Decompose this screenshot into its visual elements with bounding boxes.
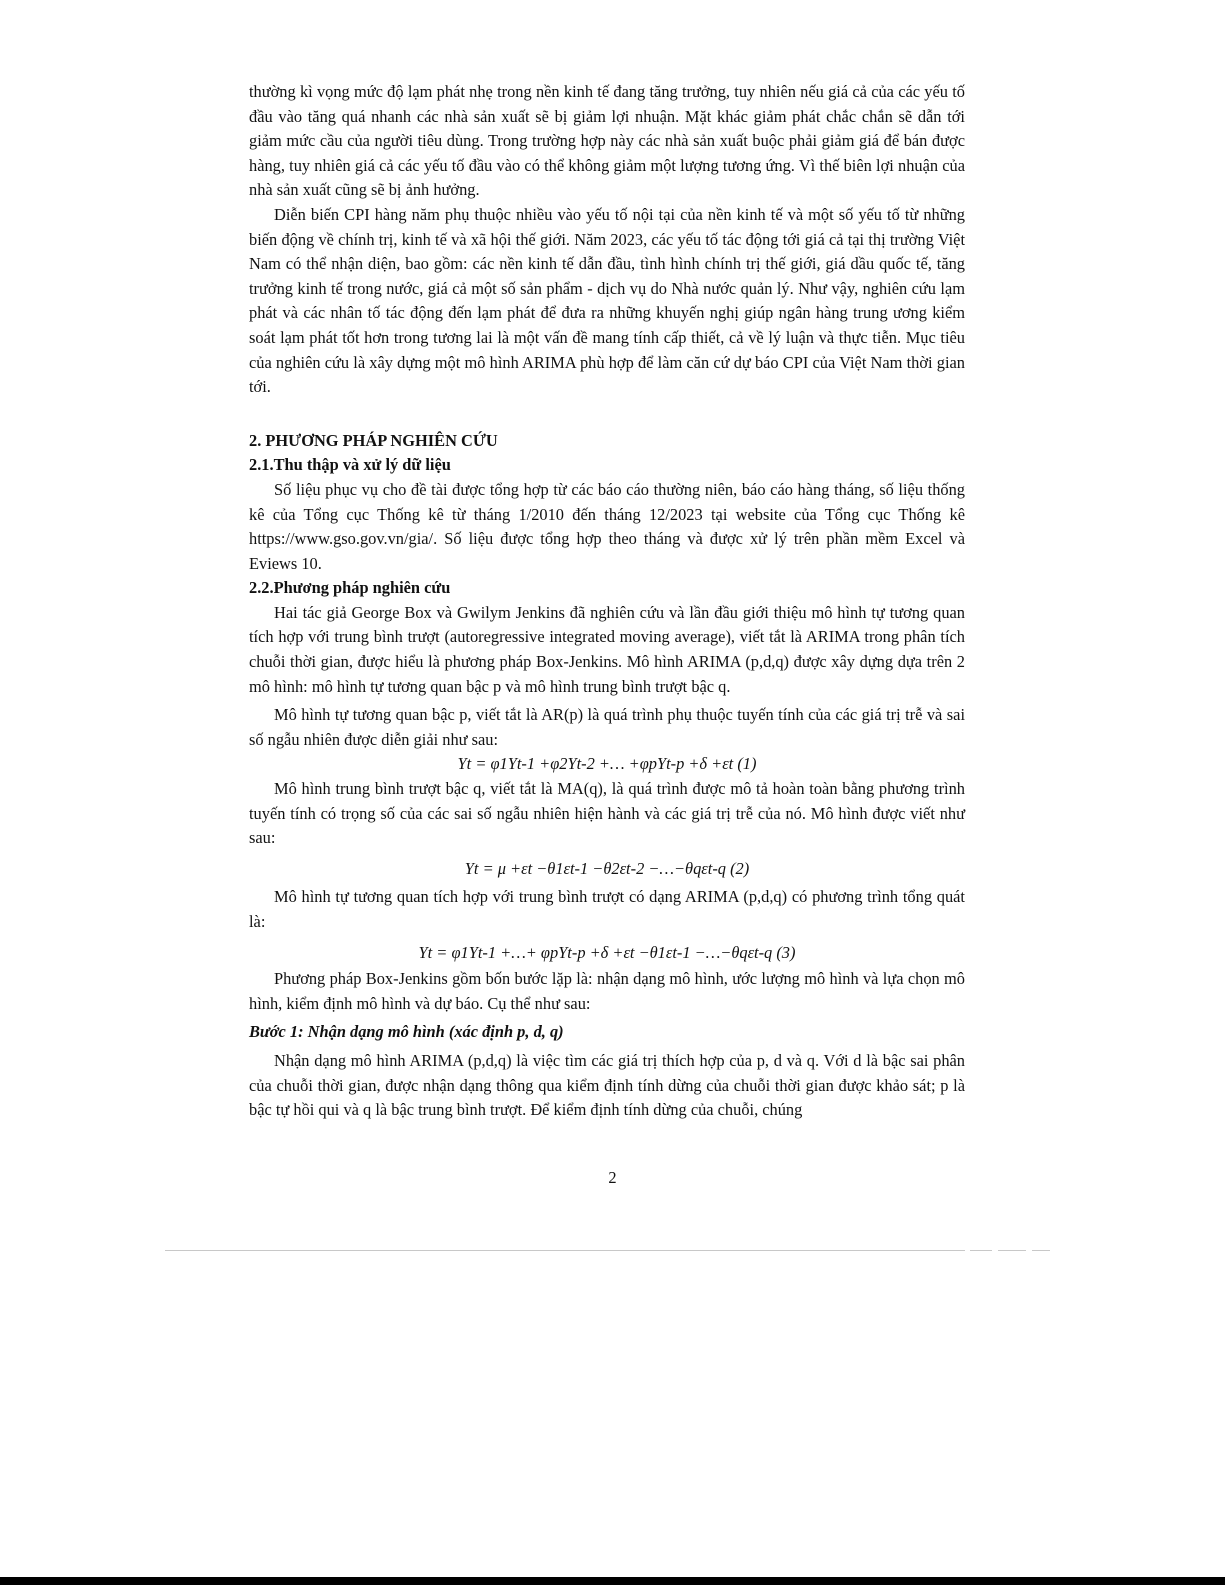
document-page [249, 80, 965, 1123]
equation-3: Yt = φ1Yt-1 +…+ φpYt-p +δ +εt −θ1εt-1 −…−θqεt-q (3) [418, 942, 796, 962]
equation-1: Yt = φ1Yt-1 +φ2Yt-2 +… +φpYt-p +δ +εt (1) [457, 754, 757, 774]
page-rule-segment [1032, 1250, 1050, 1251]
page-rule-segment [998, 1250, 1026, 1251]
ar-intro-paragraph: Mô hình tự tương quan bậc p, viết tắt là AR(p) là quá trình phụ thuộc tuyến tính của các giá trị trễ và sai số ngẫu nhiên được diễn giải như sau: [249, 705, 965, 749]
equation-2: Yt = μ +εt −θ1εt-1 −θ2εt-2 −…−θqεt-q (2) [464, 858, 750, 878]
page-rule-segment [970, 1250, 992, 1251]
section-2-title: 2. PHƯƠNG PHÁP NGHIÊN CỨU [249, 430, 498, 450]
subsection-2-1-title: 2.1.Thu thập và xử lý dữ liệu [249, 455, 451, 475]
box-jenkins-steps-paragraph: Phương pháp Box-Jenkins gồm bốn bước lặp là: nhận dạng mô hình, ước lượng mô hình và lựa chọn mô hình, kiểm định mô hình và dự báo. Cụ thể như sau: [249, 969, 965, 1013]
page-number: 2 [608, 1168, 617, 1187]
subsection-2-1-text: Số liệu phục vụ cho đề tài được tổng hợp từ các báo cáo thường niên, báo cáo hàng tháng, số liệu thống kê của Tổng cục Thống kê từ tháng 1/2010 đến tháng 12/2023 tại website của Tổng cục Thống kê https://www.gso.gov.vn/gia/. Số liệu được tổng hợp theo tháng và được xử lý trên phần mềm Excel và Eviews 10. [249, 479, 965, 573]
ma-intro-paragraph: Mô hình trung bình trượt bậc q, viết tắt là MA(q), là quá trình được mô tả hoàn toàn bằng phương trình tuyến tính có trọng số của các sai số ngẫu nhiên hiện hành và các giá trị trễ của nó. Mô hình được viết như sau: [249, 779, 965, 848]
bottom-edge-bar [0, 1577, 1225, 1585]
intro-paragraph-2: Diễn biến CPI hàng năm phụ thuộc nhiều vào yếu tố nội tại của nền kinh tế và một số yếu tố từ những biến động về chính trị, kinh tế và xã hội thế giới. Năm 2023, các yếu tố tác động tới giá cả tại thị trường Việt Nam có thể nhận diện, bao gồm: các nền kinh tế dẫn đầu, tình hình chính trị thế giới, giá dầu quốc tế, tăng trưởng kinh tế trong nước, giá cả một số sản phẩm - dịch vụ do Nhà nước quản lý. Như vậy, nghiên cứu lạm phát và các nhân tố tác động đến lạm phát để đưa ra những khuyến nghị giúp ngân hàng trung ương kiểm soát lạm phát tốt hơn trong tương lai là một vấn đề mang tính cấp thiết, cả về lý luận và thực tiễn. Mục tiêu của nghiên cứu là xây dựng một mô hình ARIMA phù hợp để làm căn cứ dự báo CPI của Việt Nam thời gian tới. [249, 204, 965, 397]
page-bottom-rule [165, 1250, 965, 1251]
step-1-title: Bước 1: Nhận dạng mô hình (xác định p, d, q) [249, 1022, 564, 1042]
subsection-2-2-title: 2.2.Phương pháp nghiên cứu [249, 578, 451, 598]
step-1-paragraph: Nhận dạng mô hình ARIMA (p,d,q) là việc tìm các giá trị thích hợp của p, d và q. Với d là bậc sai phân của chuỗi thời gian, được nhận dạng thông qua kiểm định tính dừng của chuỗi thời gian được khảo sát; p là bậc tự hồi qui và q là bậc trung bình trượt. Để kiểm định tính dừng của chuỗi, chúng [249, 1050, 965, 1120]
arima-general-intro-paragraph: Mô hình tự tương quan tích hợp với trung bình trượt có dạng ARIMA (p,d,q) có phương trình tổng quát là: [249, 887, 965, 931]
intro-paragraph-1: thường kì vọng mức độ lạm phát nhẹ trong nền kinh tế đang tăng trưởng, tuy nhiên nếu giá cả của các yếu tố đầu vào tăng quá nhanh các nhà sản xuất sẽ bị giảm lợi nhuận. Mặt khác giảm phát chắc chắn sẽ dẫn tới giảm mức cầu của người tiêu dùng. Trong trường hợp này các nhà sản xuất buộc phải giảm giá để bán được hàng, tuy nhiên giá cả các yếu tố đầu vào có thể không giảm một lượng tương ứng. Vì thế biên lợi nhuận của nhà sản xuất cũng sẽ bị ảnh hưởng. [249, 82, 965, 200]
arima-intro-paragraph: Hai tác giả George Box và Gwilym Jenkins đã nghiên cứu và lần đầu giới thiệu mô hình tự tương quan tích hợp với trung bình trượt (autoregressive integrated moving average), viết tắt là ARIMA trong phân tích chuỗi thời gian, được hiểu là phương pháp Box-Jenkins. Mô hình ARIMA (p,d,q) được xây dựng dựa trên 2 mô hình: mô hình tự tương quan bậc p và mô hình trung bình trượt bậc q. [249, 602, 965, 696]
